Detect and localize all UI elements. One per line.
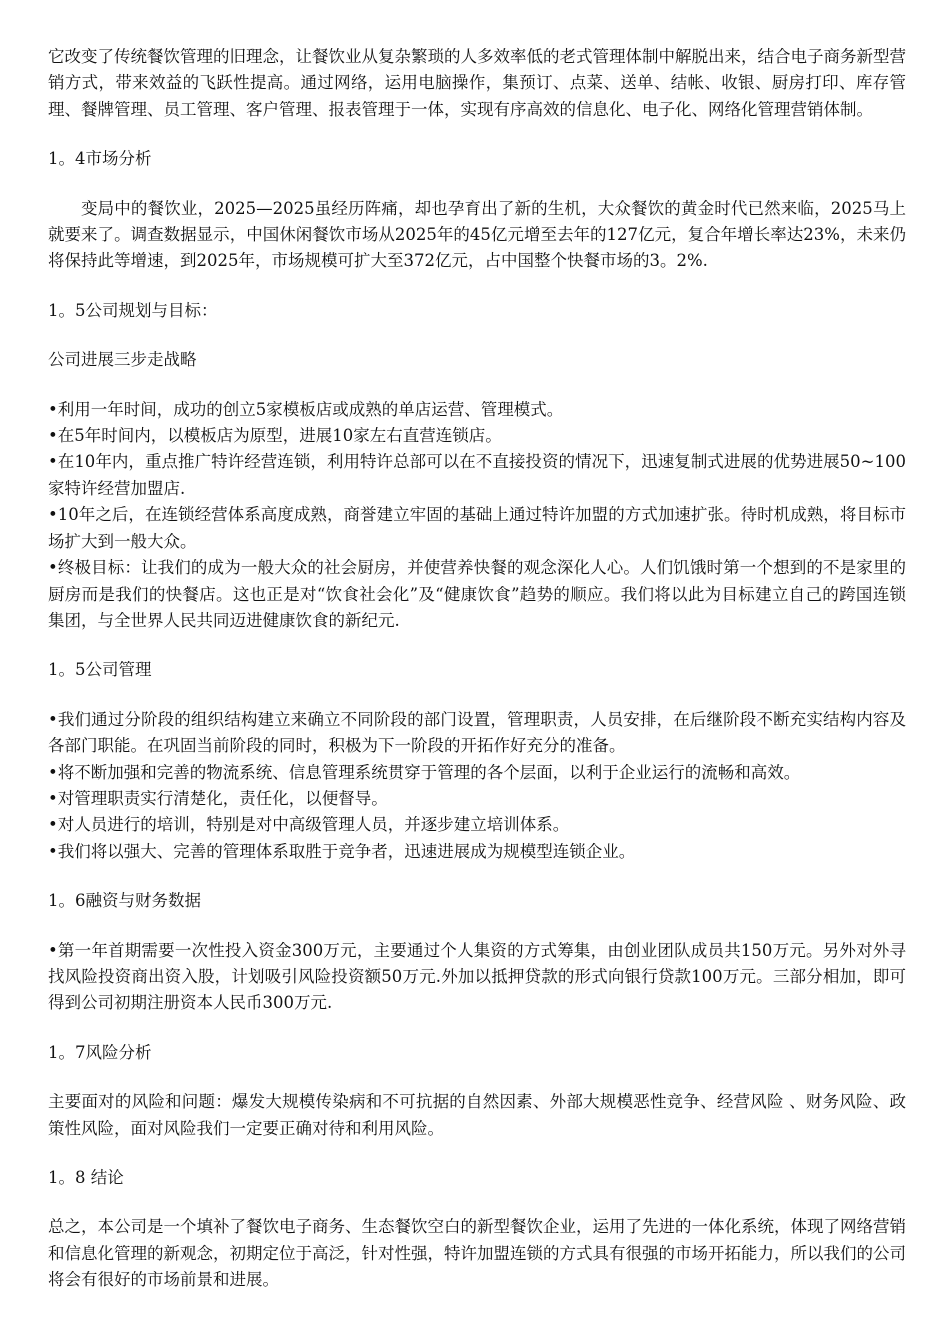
planning-bullet: •终极目标：让我们的成为一般大众的社会厨房，并使营养快餐的观念深化人心。人们饥饿时第一个想到的不是家里的厨房而是我们的快餐店。这也正是对“饮食社会化”及“健康饮食”趋势的顺应。我们将以此为目标建立自己的跨国连锁集团，与全世界人民共同迈进健康饮食的新纪元. — [48, 558, 906, 630]
planning-bullet: •在10年内，重点推广特许经营连锁，利用特许总部可以在不直接投资的情况下，迅速复制式进展的优势进展50~100家特许经营加盟店. — [48, 452, 906, 498]
conclusion-paragraph: 总之，本公司是一个填补了餐饮电子商务、生态餐饮空白的新型餐饮企业，运用了先进的一体化系统，体现了网络营销和信息化管理的新观念，初期定位于高泛，针对性强，特许加盟连锁的方式具有很强的市场开拓能力，所以我们的公司将会有很好的市场前景和进展。 — [48, 1217, 906, 1290]
management-bullet: •对人员进行的培训，特别是对中高级管理人员，并逐步建立培训体系。 — [48, 815, 570, 835]
planning-bullet: •利用一年时间，成功的创立5家模板店或成熟的单店运营、管理模式。 — [48, 399, 564, 419]
market-heading: 1。4市场分析 — [48, 149, 152, 169]
risk-heading: 1。7风险分析 — [48, 1042, 152, 1062]
conclusion-heading: 1。8 结论 — [48, 1168, 124, 1187]
management-bullet: •我们通过分阶段的组织结构建立来确立不同阶段的部门设置，管理职责，人员安排，在后继阶段不断充实结构内容及各部门职能。在巩固当前阶段的同时，积极为下一阶段的开拓作好充分的准备。 — [48, 709, 906, 756]
planning-bullet: •在5年时间内，以模板店为原型，进展10家左右直营连锁店。 — [48, 426, 502, 446]
document-page — [48, 44, 906, 1294]
management-bullet: •对管理职责实行清楚化，责任化，以便督导。 — [48, 788, 388, 808]
risk-paragraph: 主要面对的风险和问题：爆发大规模传染病和不可抗据的自然因素、外部大规模恶性竞争、经营风险 、财务风险、政策性风险，面对风险我们一定要正确对待和利用风险。 — [48, 1092, 906, 1138]
planning-bullet: •10年之后，在连锁经营体系高度成熟，商誉建立牢固的基础上通过特许加盟的方式加速扩张。待时机成熟，将目标市场扩大到一般大众。 — [48, 505, 906, 551]
finance-heading: 1。6融资与财务数据 — [48, 891, 201, 911]
planning-heading: 1。5公司规划与目标： — [48, 300, 218, 320]
market-paragraph: 变局中的餐饮业，2025—2025虽经历阵痛，却也孕育出了新的生机，大众餐饮的黄金时代已然来临，2025马上就要来了。调查数据显示，中国休闲餐饮市场从2025年的45亿元增至去年的127亿元，复合年增长率达23%，未来仍将保持此等增速，到2025年，市场规模可扩大至372亿元，占中国整个快餐市场的3。2%. — [48, 198, 906, 271]
finance-paragraph: •第一年首期需要一次性投入资金300万元，主要通过个人集资的方式筹集，由创业团队成员共150万元。另外对外寻找风险投资商出资入股，计划吸引风险投资额50万元.外加以抵押贷款的形式向银行贷款100万元。三部分相加，即可得到公司初期注册资本人民币300万元. — [48, 940, 906, 1013]
intro-paragraph: 它改变了传统餐饮管理的旧理念，让餐饮业从复杂繁琐的人多效率低的老式管理体制中解脱出来，结合电子商务新型营销方式，带来效益的飞跃性提高。通过网络，运用电脑操作，集预订、点菜、送单、结帐、收银、厨房打印、库存管理、餐牌管理、员工管理、客户管理、报表管理于一体，实现有序高效的信息化、电子化、网络化管理营销体制。 — [48, 47, 906, 119]
management-bullet: •将不断加强和完善的物流系统、信息管理系统贯穿于管理的各个层面，以利于企业运行的流畅和高效。 — [48, 762, 801, 782]
planning-subheading: 公司进展三步走战略 — [48, 350, 197, 370]
management-heading: 1。5公司管理 — [48, 660, 152, 680]
management-bullet: •我们将以强大、完善的管理体系取胜于竞争者，迅速进展成为规模型连锁企业。 — [48, 841, 636, 861]
